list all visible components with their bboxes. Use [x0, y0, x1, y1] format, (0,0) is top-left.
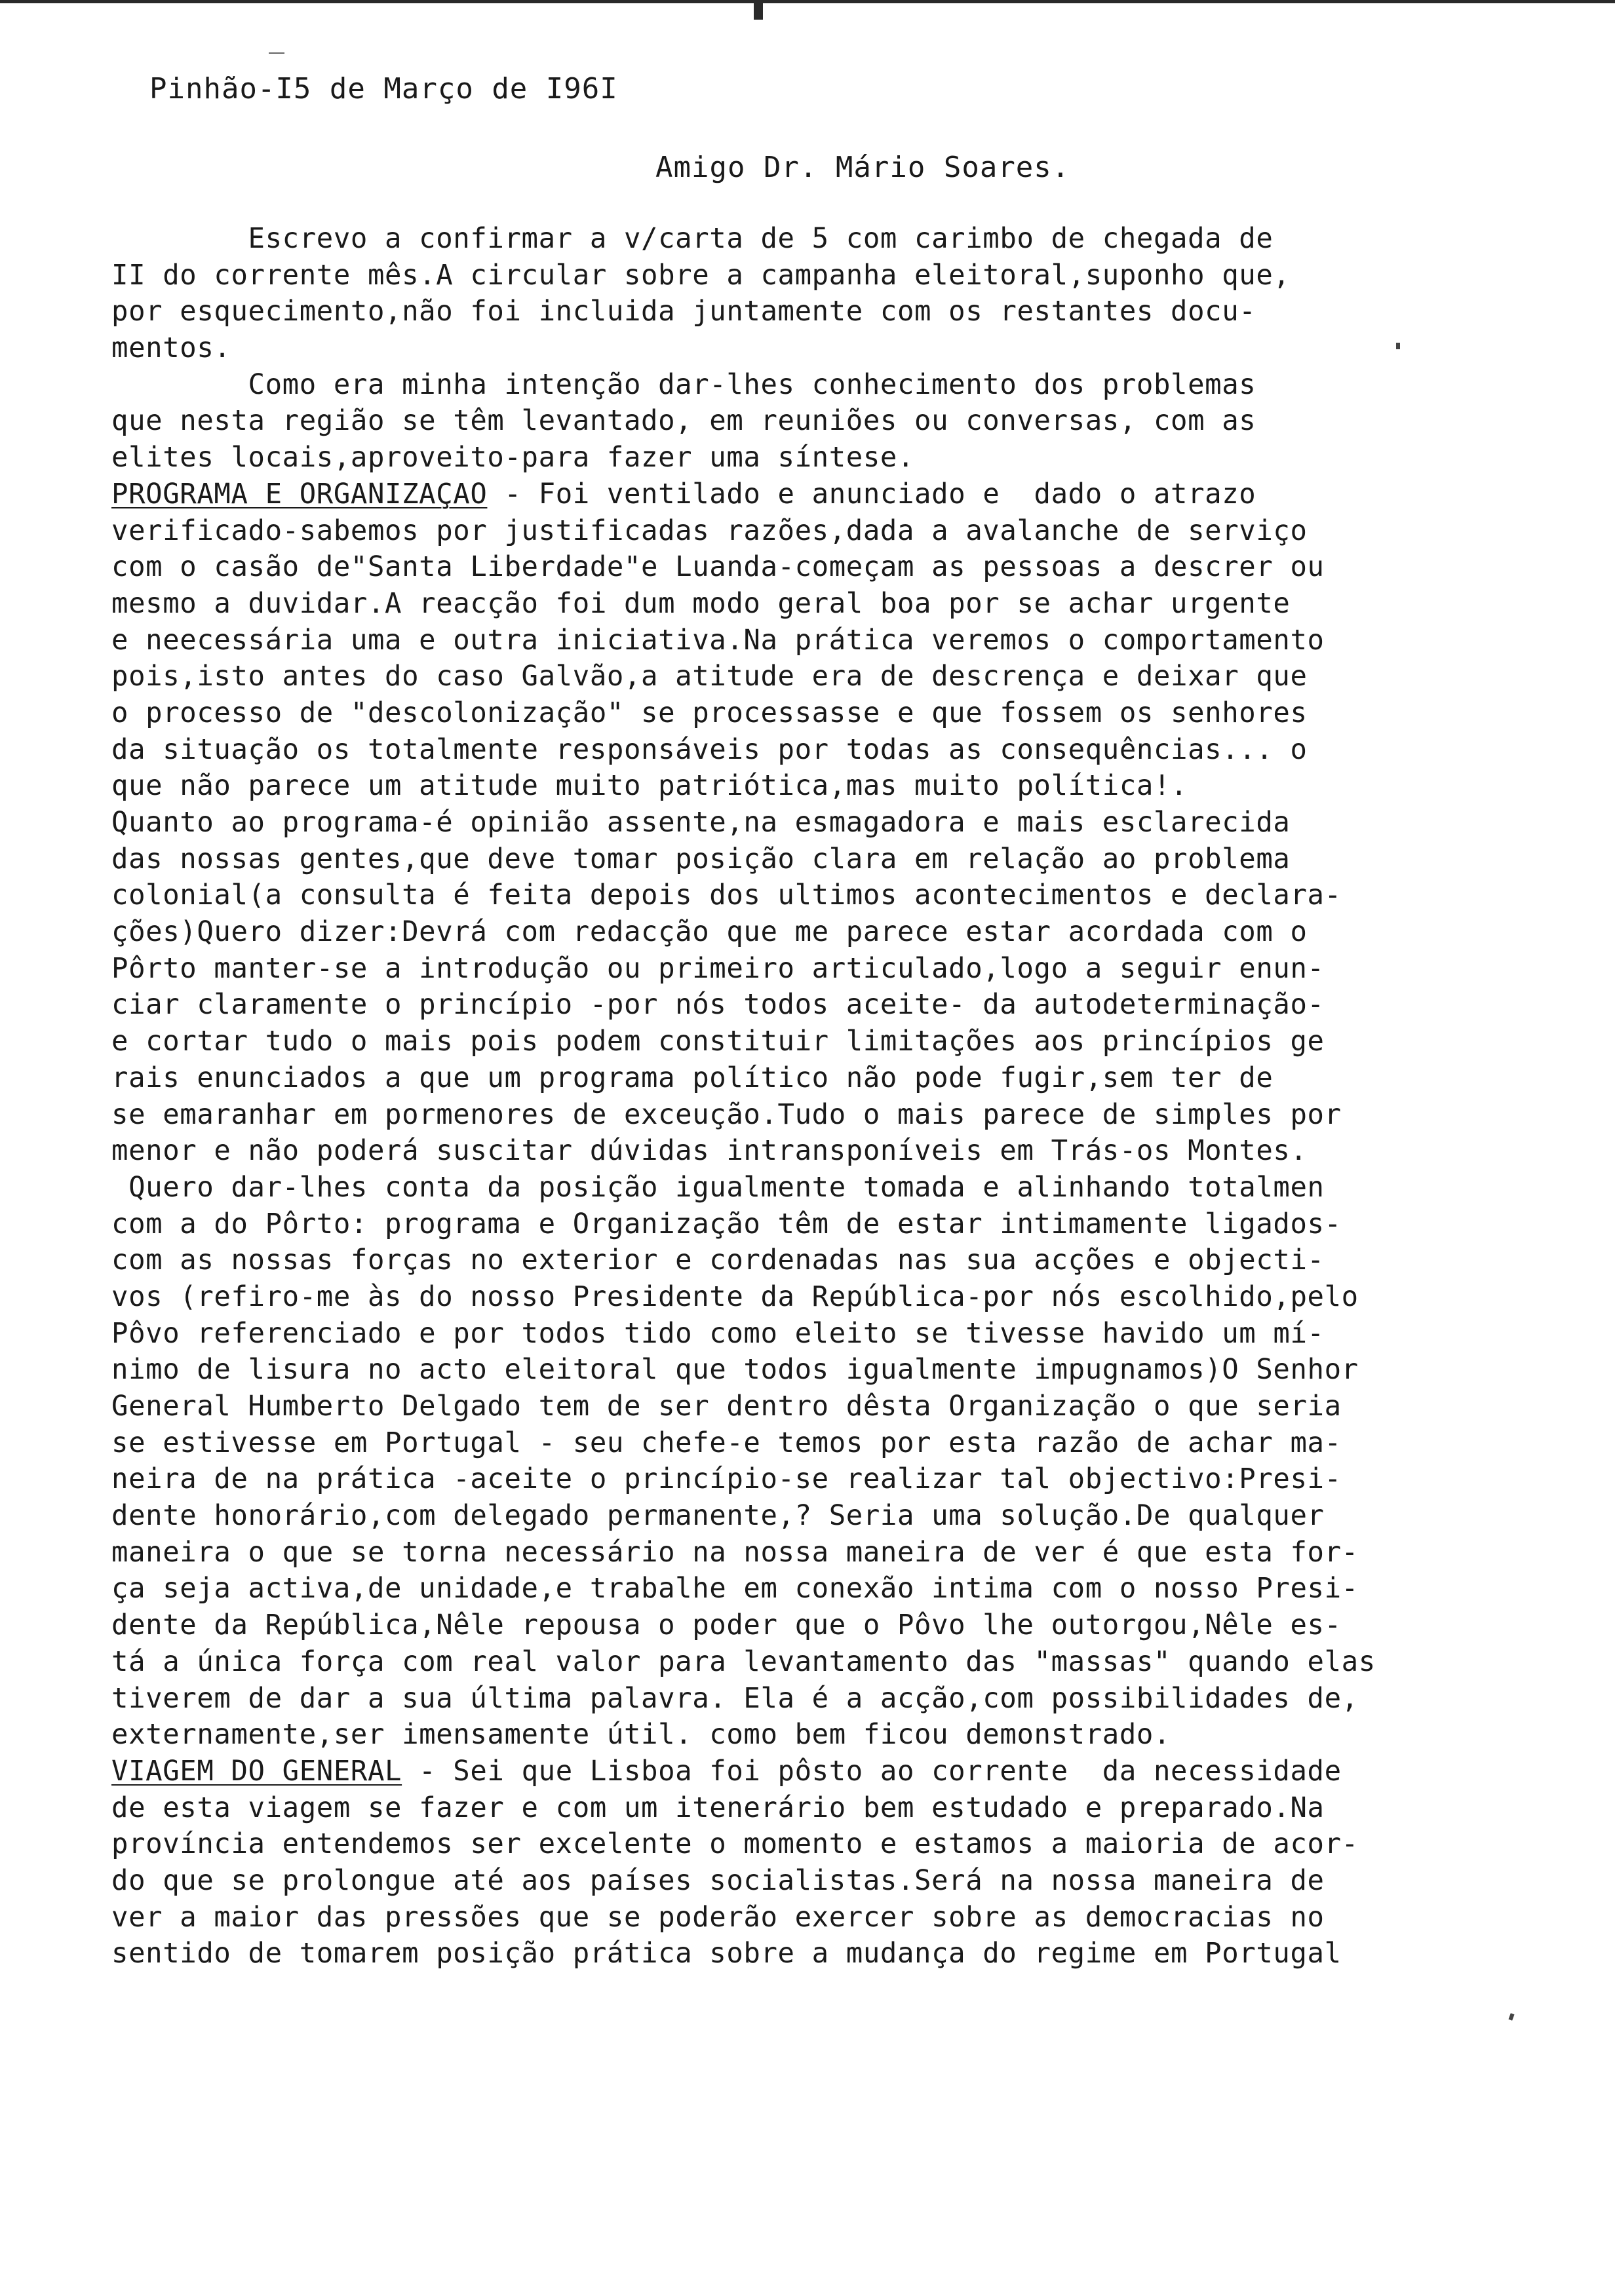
letter-line: dente honorário,com delegado permanente,? Seria uma solução.De qualquer	[111, 1499, 1325, 1532]
letter-line: maneira o que se torna necessário na nossa maneira de ver é que esta for-	[111, 1535, 1359, 1568]
letter-line: se emaranhar em pormenores de exceução.Tudo o mais parece de simples por	[111, 1098, 1342, 1130]
letter-line: que nesta região se têm levantado, em reuniões ou conversas, com as	[111, 404, 1256, 437]
letter-line: II do corrente mês.A circular sobre a campanha eleitoral,suponho que,	[111, 258, 1291, 291]
letter-line: General Humberto Delgado tem de ser dentro dêsta Organização o que seria	[111, 1390, 1342, 1422]
letter-line: ciar claramente o princípio -por nós todos aceite- da autodeterminação-	[111, 988, 1325, 1021]
letter-line: externamente,ser imensamente útil. como bem ficou demonstrado.	[111, 1718, 1171, 1751]
salutation: Amigo Dr. Mário Soares.	[655, 151, 1070, 184]
section-heading-rest: - Foi ventilado e anunciado e dado o atrazo	[487, 477, 1256, 510]
letter-line: com a do Pôrto: programa e Organização têm de estar intimamente ligados-	[111, 1207, 1342, 1240]
letter-line: e neecessária uma e outra iniciativa.Na prática veremos o comportamento	[111, 623, 1325, 656]
letter-line: tiverem de dar a sua última palavra. Ela é a acção,com possibilidades de,	[111, 1681, 1359, 1714]
letter-line: ções)Quero dizer:Devrá com redacção que me parece estar acordada com o	[111, 915, 1308, 948]
letter-line: tá a única força com real valor para levantamento das "massas" quando elas	[111, 1645, 1376, 1677]
letter-line: pois,isto antes do caso Galvão,a atitude era de descrença e deixar que	[111, 660, 1308, 693]
stray-mark	[269, 52, 284, 54]
letter-line: o processo de "descolonização" se processasse e que fossem os senhores	[111, 696, 1308, 729]
letter-line: nimo de lisura no acto eleitoral que todos igualmente impugnamos)O Senhor	[111, 1353, 1359, 1386]
page-top-edge	[0, 0, 1615, 3]
letter-line: com o casão de"Santa Liberdade"e Luanda-começam as pessoas a descrer ou	[111, 550, 1325, 583]
letter-line: de esta viagem se fazer e com um itenerário bem estudado e preparado.Na	[111, 1791, 1325, 1824]
letter-line: Pôvo referenciado e por todos tido como eleito se tivesse havido um mí-	[111, 1316, 1325, 1349]
letter-line: Como era minha intenção dar-lhes conhecimento dos problemas	[111, 368, 1256, 400]
section-heading: PROGRAMA E ORGANIZAÇAO	[111, 477, 488, 510]
section-heading-rest: - Sei que Lisboa foi pôsto ao corrente da necessidade	[402, 1754, 1342, 1787]
letter-line: e cortar tudo o mais pois podem constituir limitações aos princípios ge	[111, 1025, 1325, 1058]
letter-line: ça seja activa,de unidade,e trabalhe em conexão intima com o nosso Presi-	[111, 1572, 1359, 1605]
letter-line: com as nossas forças no exterior e cordenadas nas sua acções e objecti-	[111, 1244, 1325, 1276]
letter-line: Quanto ao programa-é opinião assente,na esmagadora e mais esclarecida	[111, 806, 1291, 838]
letter-line: ver a maior das pressões que se poderão exercer sobre as democracias no	[111, 1900, 1325, 1933]
letter-line: das nossas gentes,que deve tomar posição clara em relação ao problema	[111, 842, 1291, 875]
page-edge-mark	[754, 0, 763, 20]
letter-line: menor e não poderá suscitar dúvidas intransponíveis em Trás-os Montes.	[111, 1134, 1308, 1167]
place-date: Pinhão-I5 de Março de I96I	[149, 72, 618, 105]
stray-mark	[1508, 2013, 1514, 2020]
letter-line: mentos.	[111, 332, 231, 364]
section-heading: VIAGEM DO GENERAL	[111, 1754, 402, 1787]
section-heading-line	[111, 1753, 1527, 1789]
letter-line: vos (refiro-me às do nosso Presidente da República-por nós escolhido,pelo	[111, 1280, 1359, 1312]
letter-line: dente da República,Nêle repousa o poder que o Pôvo lhe outorgou,Nêle es-	[111, 1609, 1342, 1641]
letter-line: província entendemos ser excelente o momento e estamos a maioria de acor-	[111, 1827, 1359, 1860]
letter-line: rais enunciados a que um programa político não pode fugir,sem ter de	[111, 1061, 1274, 1094]
letter-line: verificado-sabemos por justificadas razões,dada a avalanche de serviço	[111, 514, 1308, 546]
letter-line: neira de na prática -aceite o princípio-se realizar tal objectivo:Presi-	[111, 1463, 1342, 1495]
letter-line: do que se prolongue até aos países socialistas.Será na nossa maneira de	[111, 1864, 1325, 1896]
letter-line: colonial(a consulta é feita depois dos ultimos acontecimentos e declara-	[111, 879, 1342, 911]
letter-line: mesmo a duvidar.A reacção foi dum modo geral boa por se achar urgente	[111, 586, 1291, 619]
letter-body	[111, 220, 1527, 1972]
letter-line: Pôrto manter-se a introdução ou primeiro articulado,logo a seguir enun-	[111, 951, 1325, 984]
letter-line: por esquecimento,não foi incluida juntamente com os restantes docu-	[111, 295, 1256, 328]
letter-line: se estivesse em Portugal - seu chefe-e temos por esta razão de achar ma-	[111, 1426, 1342, 1459]
letter-line: da situação os totalmente responsáveis por todas as consequências... o	[111, 733, 1308, 765]
letter-line: Quero dar-lhes conta da posição igualmente tomada e alinhando totalmen	[111, 1170, 1325, 1203]
letter-line: sentido de tomarem posição prática sobre a mudança do regime em Portugal	[111, 1937, 1342, 1970]
letter-line: elites locais,aproveito-para fazer uma síntese.	[111, 441, 915, 474]
section-heading-line	[111, 476, 1527, 512]
letter-line: que não parece um atitude muito patriótica,mas muito política!.	[111, 769, 1188, 802]
letter-line: Escrevo a confirmar a v/carta de 5 com carimbo de chegada de	[111, 222, 1274, 254]
